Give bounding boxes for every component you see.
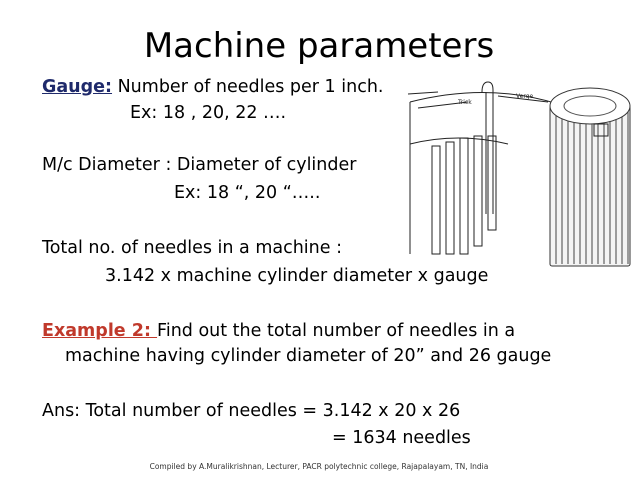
gauge-example: Ex: 18 , 20, 22 …. bbox=[130, 103, 287, 123]
example2-question: Find out the total number of needles in a bbox=[157, 321, 516, 341]
trick-label: Trick bbox=[458, 99, 472, 106]
diameter-definition: M/c Diameter : Diameter of cylinder bbox=[42, 155, 357, 175]
knitting-cylinder-illustration bbox=[398, 64, 638, 274]
diameter-example: Ex: 18 “, 20 “….. bbox=[174, 183, 321, 203]
answer-line-2: = 1634 needles bbox=[332, 428, 471, 448]
answer-line-1: Ans: Total number of needles = 3.142 x 20 x 26 bbox=[42, 401, 461, 421]
verge-label: Verge bbox=[516, 93, 534, 100]
example2-question-continued: machine having cylinder diameter of 20” and 26 gauge bbox=[65, 346, 552, 366]
gauge-label: Gauge: bbox=[42, 77, 113, 97]
gauge-definition: Number of needles per 1 inch. bbox=[112, 77, 384, 97]
example2-label: Example 2: bbox=[42, 321, 158, 341]
gauge-line bbox=[42, 76, 384, 98]
total-needles-formula: 3.142 x machine cylinder diameter x gauge bbox=[105, 266, 489, 286]
example2-line bbox=[42, 320, 515, 342]
total-needles-definition: Total no. of needles in a machine : bbox=[42, 238, 342, 258]
footer-credit: Compiled by A.Muralikrishnan, Lecturer, PACR polytechnic college, Rajapalayam, TN, India bbox=[149, 462, 489, 471]
slide-title: Machine parameters bbox=[143, 26, 495, 66]
